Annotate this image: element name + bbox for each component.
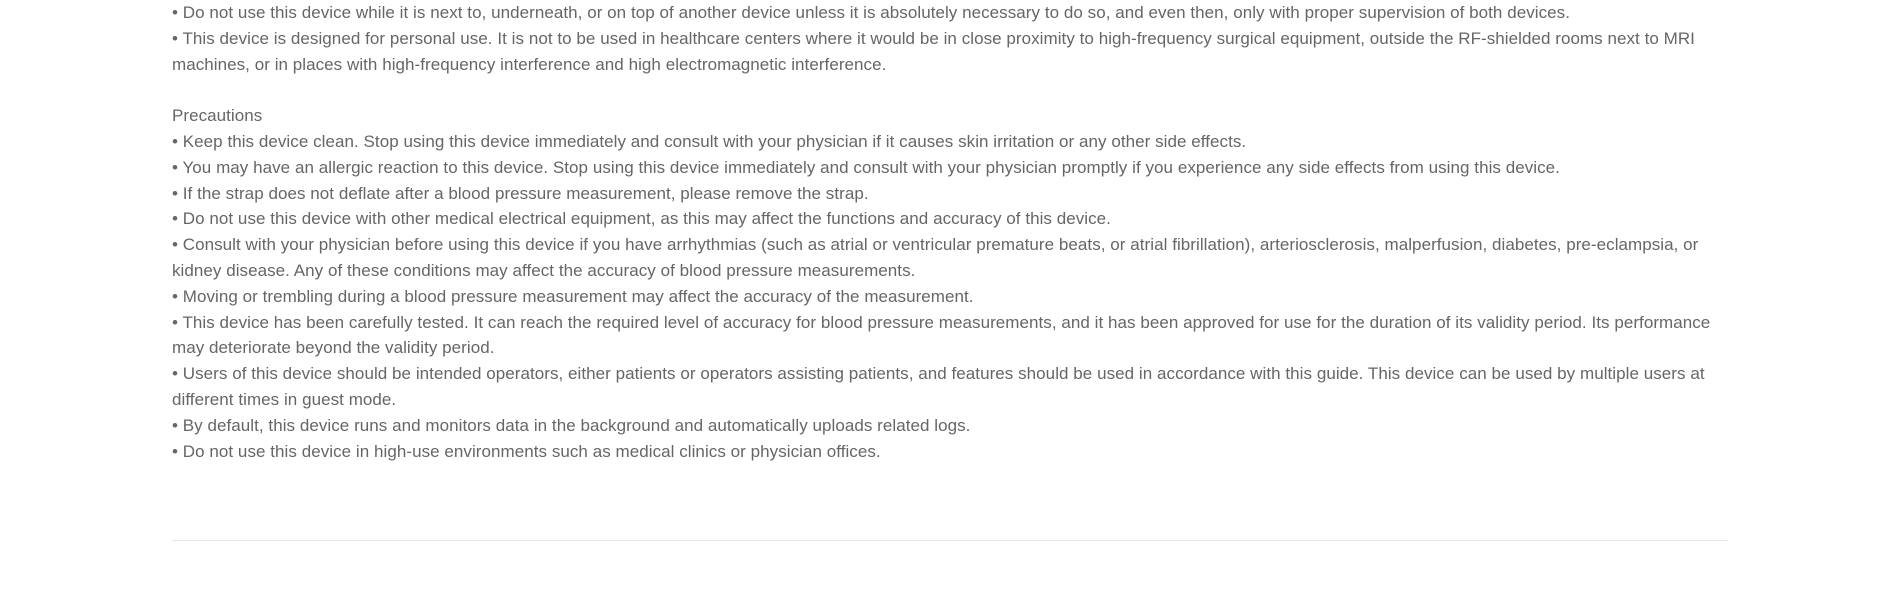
precaution-item: • Consult with your physician before using this device if you have arrhythmias (such as atrial or ventricular premature beats, or atrial fibrillation), arteriosclerosis, malperfusion, diabetes, pre-eclampsia, or kidney disease. Any of these conditions may affect the accuracy of blood pressure measurements. <box>172 235 1699 280</box>
warning-item: • Do not use this device while it is next to, underneath, or on top of another device unless it is absolutely necessary to do so, and even then, only with proper supervision of both devices. <box>172 3 1570 22</box>
precaution-item: • Moving or trembling during a blood pressure measurement may affect the accuracy of the measurement. <box>172 286 974 306</box>
precaution-item: • This device has been carefully tested. It can reach the required level of accuracy for blood pressure measurements, and it has been approved for use for the duration of its validity period. Its performance may deteriorate beyond the validity period. <box>172 312 1711 358</box>
paragraph-spacer <box>172 77 1732 103</box>
section-divider <box>172 540 1728 541</box>
precaution-item: • Do not use this device with other medical electrical equipment, as this may affect the functions and accuracy of this device. <box>172 209 1111 229</box>
precaution-item: • Users of this device should be intended operators, either patients or operators assisting patients, and features should be used in accordance with this guide. This device can be used by multiple users at different times in guest mode. <box>172 364 1705 409</box>
precaution-item: • If the strap does not deflate after a blood pressure measurement, please remove the strap. <box>172 183 869 203</box>
precautions-heading: Precautions <box>172 106 263 126</box>
document-body <box>172 0 1732 464</box>
precaution-item: • Do not use this device in high-use environments such as medical clinics or physician offices. <box>172 441 881 461</box>
precaution-item: • Keep this device clean. Stop using this device immediately and consult with your physician if it causes skin irritation or any other side effects. <box>172 131 1247 151</box>
precaution-item: • You may have an allergic reaction to this device. Stop using this device immediately and consult with your physician promptly if you experience any side effects from using this device. <box>172 157 1560 177</box>
precaution-item: • By default, this device runs and monitors data in the background and automatically uploads related logs. <box>172 415 971 435</box>
warning-item: • This device is designed for personal use. It is not to be used in healthcare centers where it would be in close proximity to high-frequency surgical equipment, outside the RF-shielded rooms next to MRI machines, or in places with high-frequency interference and high electromagnetic interference. <box>172 28 1695 74</box>
